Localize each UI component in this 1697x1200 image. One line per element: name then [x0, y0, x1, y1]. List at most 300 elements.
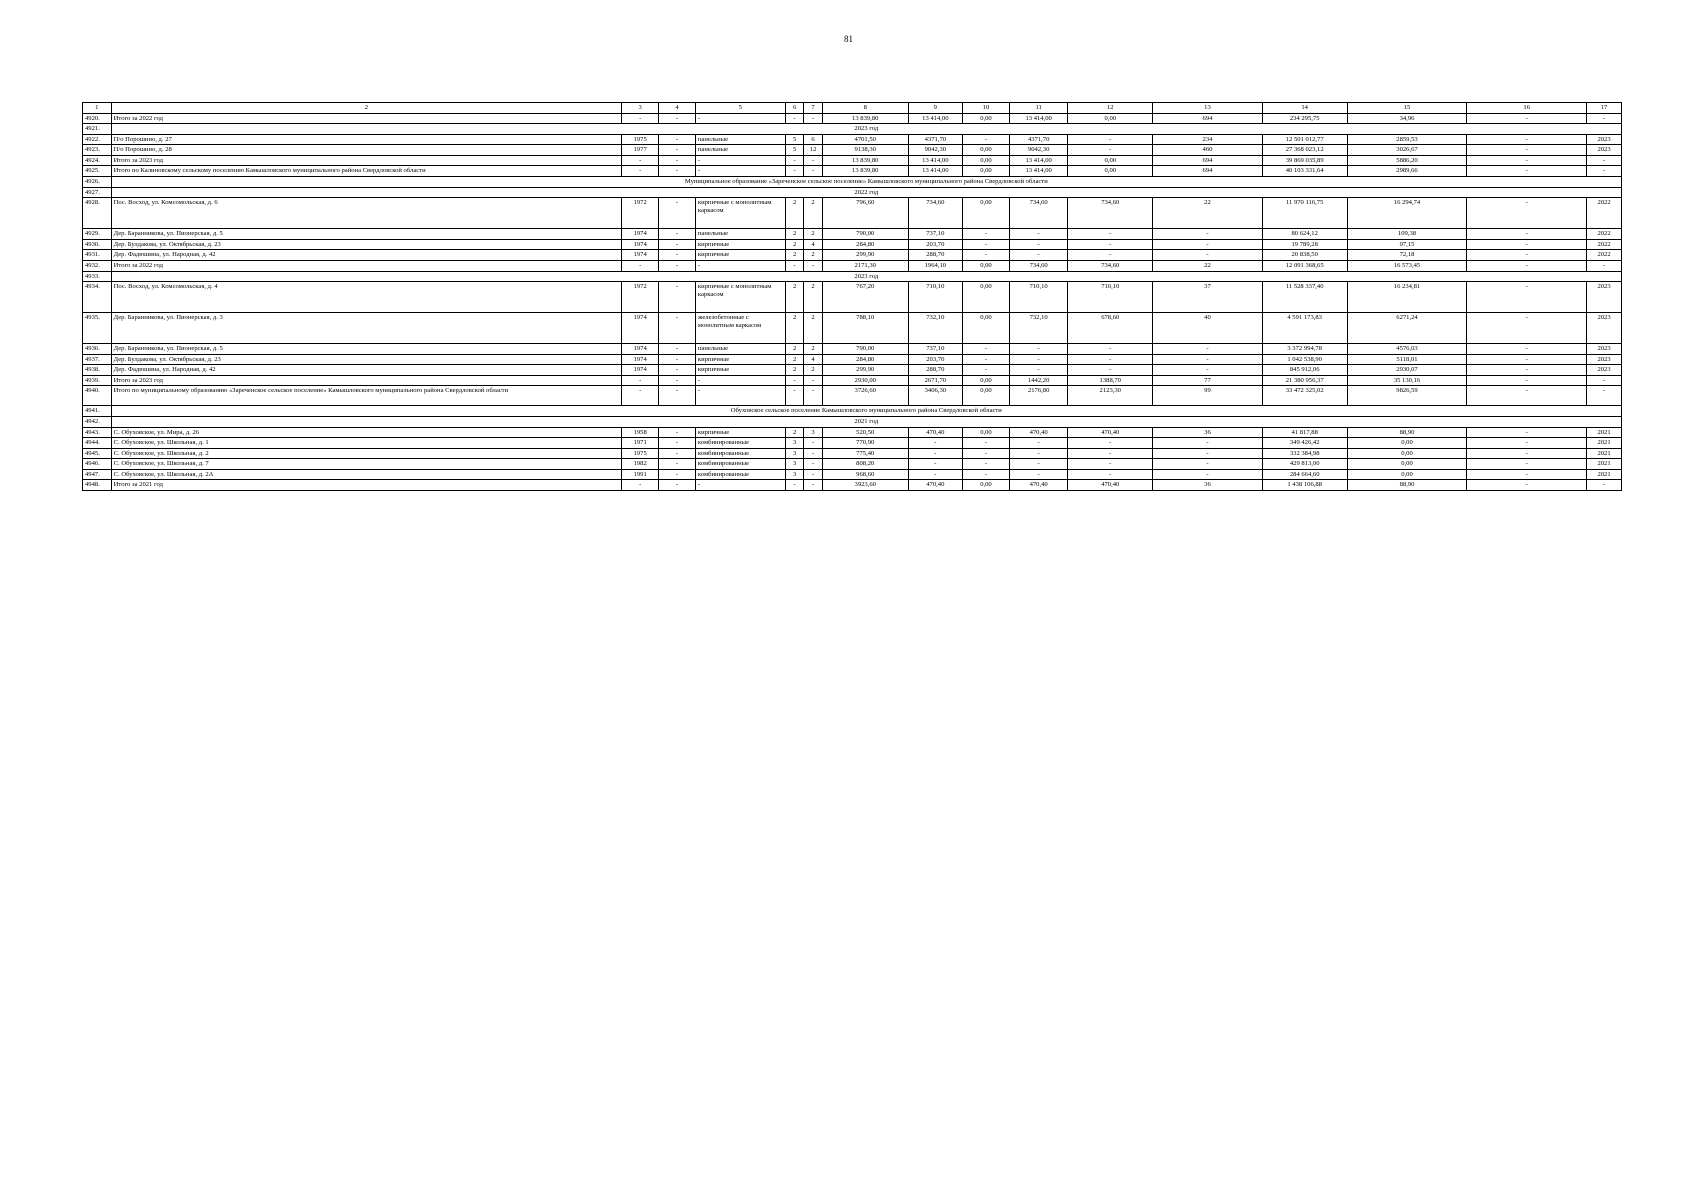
table-cell: 0,00 [962, 198, 1009, 229]
table-cell: 0,00 [1068, 113, 1153, 124]
table-cell: 2 [804, 282, 822, 313]
table-cell: комбинированные [695, 438, 785, 449]
table-cell: 734,60 [1068, 198, 1153, 229]
table-cell: 1975 [622, 448, 659, 459]
table-cell: 1964,10 [908, 260, 962, 271]
table-cell: - [908, 469, 962, 480]
table-cell: 470,40 [908, 480, 962, 491]
table-row [83, 386, 1622, 406]
table-cell: - [1467, 438, 1587, 449]
table-cell: 4 [804, 239, 822, 250]
table-cell: 1974 [622, 313, 659, 344]
row-number-cell: 4934. [83, 282, 112, 313]
table-cell: - [659, 166, 696, 177]
section-title-cell: Муниципальное образование «Зареченское сельское поселение» Камышловского муниципального района Свердловской области [111, 177, 1621, 188]
table-cell: - [659, 145, 696, 156]
table-cell: 4371,70 [1010, 134, 1068, 145]
address-cell: С. Обуховское, ул. Мира, д. 26 [111, 427, 622, 438]
table-cell: - [622, 166, 659, 177]
table-cell: 19 789,28 [1262, 239, 1347, 250]
section-row [83, 124, 1622, 135]
table-cell: - [1153, 250, 1262, 261]
table-cell: 1958 [622, 427, 659, 438]
table-cell: 734,60 [1010, 198, 1068, 229]
table-cell: - [1587, 113, 1622, 124]
table-cell: - [622, 260, 659, 271]
table-cell: 40 103 331,64 [1262, 166, 1347, 177]
housing-register-table [82, 102, 1622, 491]
row-number-cell: 4920. [83, 113, 112, 124]
address-cell: Пос. Восход, ул. Комсомольская, д. 4 [111, 282, 622, 313]
table-cell: 27 368 023,12 [1262, 145, 1347, 156]
table-cell: - [1587, 375, 1622, 386]
table-cell: 3406,30 [908, 386, 962, 406]
table-cell: 470,40 [1010, 427, 1068, 438]
table-cell: - [695, 375, 785, 386]
table-cell: 2 [785, 198, 803, 229]
table-cell: 2021 [1587, 469, 1622, 480]
table-cell: - [962, 354, 1009, 365]
table-cell: 9042,30 [1010, 145, 1068, 156]
table-cell: 2023 [1587, 134, 1622, 145]
table-cell: - [1068, 344, 1153, 355]
table-cell: - [659, 198, 696, 229]
table-cell: 11 970 116,75 [1262, 198, 1347, 229]
table-cell: 5 [785, 145, 803, 156]
table-cell: 770,90 [822, 438, 908, 449]
table-row [83, 198, 1622, 229]
table-cell: 35 130,16 [1347, 375, 1467, 386]
table-row [83, 229, 1622, 240]
table-cell: 2 [785, 239, 803, 250]
table-cell: 2 [804, 250, 822, 261]
table-cell: 734,60 [1010, 260, 1068, 271]
table-cell: - [962, 365, 1009, 376]
table-cell: - [1068, 459, 1153, 470]
table-cell: 0,00 [962, 166, 1009, 177]
table-cell: - [1467, 229, 1587, 240]
table-cell: 2 [785, 344, 803, 355]
address-cell: С. Обуховское, ул. Школьная, д. 2 [111, 448, 622, 459]
table-cell: 9042,30 [908, 145, 962, 156]
table-cell: - [622, 480, 659, 491]
table-cell: 9138,30 [822, 145, 908, 156]
table-cell: - [962, 134, 1009, 145]
table-cell: 2 [785, 354, 803, 365]
address-cell: Итого за 2022 год [111, 113, 622, 124]
table-cell: - [659, 250, 696, 261]
table-cell: - [695, 113, 785, 124]
table-cell: 6 [804, 134, 822, 145]
table-row [83, 344, 1622, 355]
table-cell: 36 [1153, 480, 1262, 491]
table-cell: 1974 [622, 365, 659, 376]
table-cell: - [1467, 166, 1587, 177]
table-cell: 40 [1153, 313, 1262, 344]
table-cell: 41 817,88 [1262, 427, 1347, 438]
row-number-cell: 4932. [83, 260, 112, 271]
column-number-cell: 17 [1587, 103, 1622, 114]
table-cell: 790,00 [822, 344, 908, 355]
table-cell: - [1153, 229, 1262, 240]
address-cell: Дер. Фадюшина, ул. Народная, д. 42 [111, 250, 622, 261]
table-cell: 2022 [1587, 229, 1622, 240]
table-cell: - [659, 229, 696, 240]
row-number-cell: 4921. [83, 124, 112, 135]
table-cell: - [1068, 134, 1153, 145]
table-cell: 16 294,74 [1347, 198, 1467, 229]
address-cell: Итого по Калиновскому сельскому поселению Камышловского муниципального района Свердловской области [111, 166, 622, 177]
table-cell: - [1010, 365, 1068, 376]
table-cell: 13 414,00 [908, 113, 962, 124]
row-number-cell: 4938. [83, 365, 112, 376]
table-cell: 2 [785, 229, 803, 240]
table-cell: - [1068, 448, 1153, 459]
table-cell: 2930,00 [822, 375, 908, 386]
table-cell: 2022 [1587, 250, 1622, 261]
column-number-cell: 11 [1010, 103, 1068, 114]
table-cell: 2176,80 [1010, 386, 1068, 406]
address-cell: Итого по муниципальному образованию «Зареченское сельское поселение» Камышловского муниципального района Свердловской области [111, 386, 622, 406]
section-title-cell: 2022 год [111, 187, 1621, 198]
table-cell: 845 912,06 [1262, 365, 1347, 376]
table-cell: - [1467, 480, 1587, 491]
table-cell: 0,00 [1068, 155, 1153, 166]
row-number-cell: 4944. [83, 438, 112, 449]
address-cell: П/о Порошино, д. 27 [111, 134, 622, 145]
table-cell: - [908, 448, 962, 459]
table-cell: - [1010, 229, 1068, 240]
table-cell: кирпичные [695, 365, 785, 376]
table-cell: 13 414,00 [1010, 166, 1068, 177]
table-cell: - [962, 459, 1009, 470]
table-cell: 3 372 994,78 [1262, 344, 1347, 355]
address-cell: С. Обуховское, ул. Школьная, д. 2А [111, 469, 622, 480]
row-number-cell: 4931. [83, 250, 112, 261]
table-cell: - [659, 113, 696, 124]
table-cell: 0,00 [962, 155, 1009, 166]
table-cell: 470,40 [1068, 480, 1153, 491]
table-cell: - [1153, 448, 1262, 459]
column-number-cell: 6 [785, 103, 803, 114]
table-cell: - [1467, 134, 1587, 145]
table-cell: - [785, 113, 803, 124]
table-cell: 0,00 [962, 113, 1009, 124]
table-cell: 0,00 [1347, 438, 1467, 449]
row-number-cell: 4939. [83, 375, 112, 386]
column-number-cell: 8 [822, 103, 908, 114]
table-cell: - [804, 375, 822, 386]
table-cell: 1977 [622, 145, 659, 156]
table-cell: - [659, 282, 696, 313]
row-number-cell: 4929. [83, 229, 112, 240]
table-cell: - [659, 354, 696, 365]
table-cell: - [1467, 145, 1587, 156]
table-cell: 2 [804, 344, 822, 355]
table-cell: - [1467, 375, 1587, 386]
table-cell: 22 [1153, 260, 1262, 271]
table-cell: - [962, 469, 1009, 480]
table-cell: 13 414,00 [908, 155, 962, 166]
table-cell: - [695, 155, 785, 166]
table-cell: - [804, 155, 822, 166]
table-cell: 1388,70 [1068, 375, 1153, 386]
table-row [83, 260, 1622, 271]
table-cell: - [1467, 113, 1587, 124]
table-cell: - [1153, 459, 1262, 470]
table-cell: 2 [785, 365, 803, 376]
column-number-cell: 3 [622, 103, 659, 114]
table-cell: 80 624,12 [1262, 229, 1347, 240]
table-cell: - [1010, 239, 1068, 250]
address-cell: П/о Порошино, д. 28 [111, 145, 622, 156]
table-cell: 1974 [622, 239, 659, 250]
table-cell: - [1068, 354, 1153, 365]
table-cell: 288,70 [908, 365, 962, 376]
table-cell: 3 [804, 427, 822, 438]
column-number-cell: 5 [695, 103, 785, 114]
table-cell: 3 [785, 438, 803, 449]
table-cell: 2 [804, 365, 822, 376]
table-cell: 1982 [622, 459, 659, 470]
section-title-cell: 2023 год [111, 124, 1621, 135]
table-cell: 299,90 [822, 250, 908, 261]
page-number: 81 [844, 34, 853, 44]
column-number-cell: 13 [1153, 103, 1262, 114]
table-cell: 22 [1153, 198, 1262, 229]
table-cell: 2 [804, 198, 822, 229]
table-cell: кирпичные [695, 427, 785, 438]
table-cell: 0,00 [962, 375, 1009, 386]
table-cell: - [785, 386, 803, 406]
table-cell: - [1467, 354, 1587, 365]
table-cell: - [659, 344, 696, 355]
table-row [83, 438, 1622, 449]
table-cell: 88,90 [1347, 480, 1467, 491]
table-cell: - [1010, 344, 1068, 355]
address-cell: Дер. Фадюшина, ул. Народная, д. 42 [111, 365, 622, 376]
table-cell: - [695, 166, 785, 177]
table-cell: 2171,30 [822, 260, 908, 271]
table-cell: панельные [695, 229, 785, 240]
table-cell: - [1010, 354, 1068, 365]
table-cell: 0,00 [962, 313, 1009, 344]
table-cell: - [1068, 229, 1153, 240]
table-cell: 2859,53 [1347, 134, 1467, 145]
table-cell: 694 [1153, 113, 1262, 124]
table-cell: - [785, 166, 803, 177]
table-cell: 1972 [622, 198, 659, 229]
section-row [83, 416, 1622, 427]
table-cell: 520,50 [822, 427, 908, 438]
row-number-cell: 4924. [83, 155, 112, 166]
table-cell: - [1010, 469, 1068, 480]
row-number-cell: 4935. [83, 313, 112, 344]
table-cell: 2023 [1587, 145, 1622, 156]
section-title-cell: Обуховское сельское поселение Камышловского муниципального района Свердловской области [111, 406, 1621, 417]
table-cell: - [1153, 365, 1262, 376]
table-cell: 1972 [622, 282, 659, 313]
table-cell: 16 573,45 [1347, 260, 1467, 271]
table-cell: - [785, 260, 803, 271]
address-cell: Дер. Булдакова, ул. Октябрьская, д. 23 [111, 239, 622, 250]
table-cell: - [659, 313, 696, 344]
table-cell: - [1467, 459, 1587, 470]
table-row [83, 282, 1622, 313]
table-cell: 788,10 [822, 313, 908, 344]
table-cell: 4701,50 [822, 134, 908, 145]
table-cell: 284,80 [822, 354, 908, 365]
table-cell: - [1467, 427, 1587, 438]
row-number-cell: 4923. [83, 145, 112, 156]
table-cell: - [1587, 480, 1622, 491]
table-cell: - [659, 386, 696, 406]
table-cell: - [1068, 145, 1153, 156]
table-cell: - [1153, 438, 1262, 449]
column-number-row [83, 103, 1622, 114]
table-cell: 2023 [1587, 354, 1622, 365]
address-cell: Дер. Баранникова, ул. Пионерская, д. 3 [111, 313, 622, 344]
table-cell: 77 [1153, 375, 1262, 386]
table-cell: - [659, 260, 696, 271]
table-cell: 429 813,00 [1262, 459, 1347, 470]
table-cell: - [785, 375, 803, 386]
table-cell: - [804, 480, 822, 491]
table-cell: 694 [1153, 166, 1262, 177]
table-row [83, 155, 1622, 166]
section-row [83, 187, 1622, 198]
table-cell: 4371,70 [908, 134, 962, 145]
address-cell: Итого за 2023 год [111, 155, 622, 166]
table-cell: 97,15 [1347, 239, 1467, 250]
table-cell: - [962, 344, 1009, 355]
table-cell: 1974 [622, 229, 659, 240]
table-cell: 0,00 [962, 282, 1009, 313]
table-cell: 0,00 [962, 145, 1009, 156]
table-cell: 33 472 325,02 [1262, 386, 1347, 406]
table-cell: - [622, 386, 659, 406]
section-row [83, 271, 1622, 282]
column-number-cell: 1 [83, 103, 112, 114]
table-cell: 790,00 [822, 229, 908, 240]
address-cell: Дер. Булдакова, ул. Октябрьская, д. 23 [111, 354, 622, 365]
table-cell: 4576,03 [1347, 344, 1467, 355]
table-cell: - [908, 438, 962, 449]
table-cell: - [659, 134, 696, 145]
table-cell: 37 [1153, 282, 1262, 313]
table-cell: 5118,01 [1347, 354, 1467, 365]
table-cell: 734,60 [1068, 260, 1153, 271]
row-number-cell: 4933. [83, 271, 112, 282]
table-cell: 1974 [622, 344, 659, 355]
table-cell: 109,38 [1347, 229, 1467, 240]
table-cell: - [1010, 438, 1068, 449]
table-cell: 13 414,00 [908, 166, 962, 177]
table-cell: 12 091 368,65 [1262, 260, 1347, 271]
table-cell: 2 [785, 313, 803, 344]
table-cell: - [1467, 260, 1587, 271]
table-cell: 13 839,80 [822, 166, 908, 177]
table-cell: кирпичные с монолитным каркасом [695, 282, 785, 313]
table-cell: - [1068, 469, 1153, 480]
address-cell: Итого за 2022 год [111, 260, 622, 271]
table-cell: 0,00 [1068, 166, 1153, 177]
table-cell: - [1153, 469, 1262, 480]
table-cell: 284 664,60 [1262, 469, 1347, 480]
table-cell: 2 [785, 250, 803, 261]
table-cell: 678,60 [1068, 313, 1153, 344]
table-cell: 470,40 [908, 427, 962, 438]
table-cell: 1974 [622, 354, 659, 365]
table-row [83, 354, 1622, 365]
table-cell: - [1467, 386, 1587, 406]
table-cell: - [659, 375, 696, 386]
table-cell: 5886,20 [1347, 155, 1467, 166]
table-cell: 5 [785, 134, 803, 145]
table-cell: 203,70 [908, 354, 962, 365]
table-cell: - [1068, 239, 1153, 250]
table-cell: 16 234,81 [1347, 282, 1467, 313]
table-cell: комбинированные [695, 448, 785, 459]
table-cell: 2 [785, 282, 803, 313]
table-cell: 1442,20 [1010, 375, 1068, 386]
table-cell: - [1467, 313, 1587, 344]
table-cell: 99 [1153, 386, 1262, 406]
section-title-cell: 2021 год [111, 416, 1621, 427]
column-number-cell: 14 [1262, 103, 1347, 114]
table-cell: железобетонные с монолитным каркасом [695, 313, 785, 344]
table-cell: - [962, 438, 1009, 449]
table-cell: - [695, 260, 785, 271]
table-cell: - [1467, 282, 1587, 313]
table-cell: - [1153, 354, 1262, 365]
table-cell: - [659, 459, 696, 470]
table-cell: - [804, 438, 822, 449]
table-row [83, 313, 1622, 344]
table-cell: 1974 [622, 250, 659, 261]
table-cell: 0,00 [1347, 459, 1467, 470]
table-row [83, 427, 1622, 438]
table-cell: 2023 [1587, 313, 1622, 344]
table-cell: 34,96 [1347, 113, 1467, 124]
table-cell: комбинированные [695, 469, 785, 480]
table-cell: - [622, 155, 659, 166]
table-cell: 767,20 [822, 282, 908, 313]
address-cell: Итого за 2021 год [111, 480, 622, 491]
row-number-cell: 4940. [83, 386, 112, 406]
table-cell: 808,20 [822, 459, 908, 470]
table-cell: 2022 [1587, 198, 1622, 229]
row-number-cell: 4941. [83, 406, 112, 417]
table-cell: - [659, 365, 696, 376]
section-title-cell: 2023 год [111, 271, 1621, 282]
table-cell: - [1068, 438, 1153, 449]
table-cell: 796,60 [822, 198, 908, 229]
table-cell: 13 414,00 [1010, 155, 1068, 166]
column-number-cell: 16 [1467, 103, 1587, 114]
table-cell: - [962, 239, 1009, 250]
table-cell: - [1467, 198, 1587, 229]
table-cell: 775,40 [822, 448, 908, 459]
table-cell: 20 838,50 [1262, 250, 1347, 261]
table-cell: - [622, 375, 659, 386]
table-cell: - [659, 155, 696, 166]
table-cell: 72,18 [1347, 250, 1467, 261]
table-cell: 13 414,00 [1010, 113, 1068, 124]
table-cell: 2022 [1587, 239, 1622, 250]
table-cell: 2021 [1587, 459, 1622, 470]
table-cell: - [962, 229, 1009, 240]
